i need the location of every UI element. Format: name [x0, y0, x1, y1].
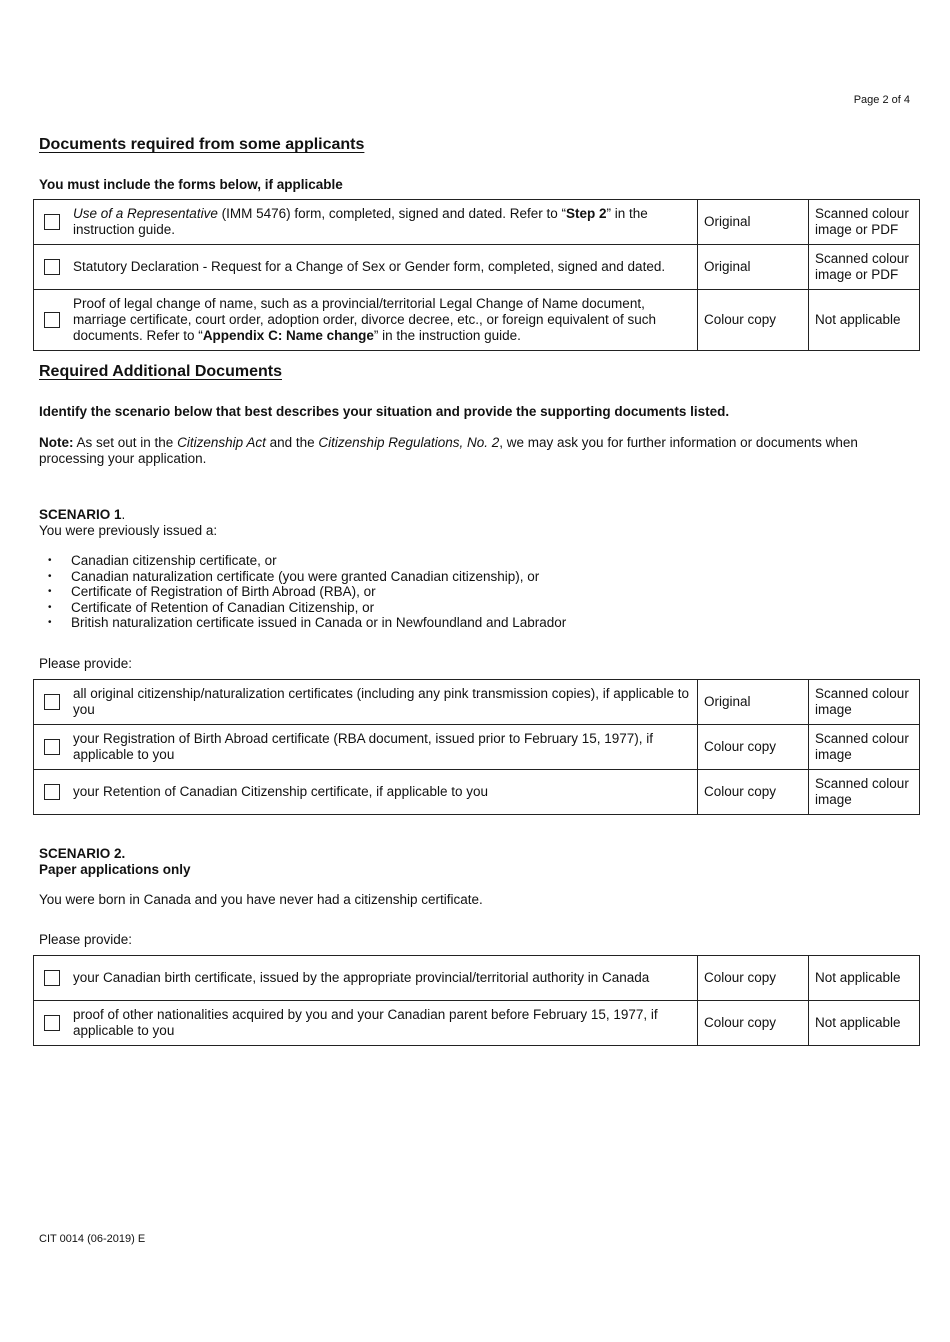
section-heading-additional-documents: Required Additional Documents — [39, 363, 282, 380]
row-form: Colour copy — [698, 956, 809, 1001]
row-format: Not applicable — [809, 956, 920, 1001]
forms-subheading: You must include the forms below, if applicable — [39, 177, 343, 192]
scenario-1-title: SCENARIO 1. — [39, 507, 126, 522]
row-format: Not applicable — [809, 1001, 920, 1046]
row-description: your Canadian birth certificate, issued by the appropriate provincial/territorial authority in Canada — [34, 956, 698, 1001]
scenario-1-intro: You were previously issued a: — [39, 523, 218, 538]
retention-certificate-checkbox[interactable] — [44, 784, 60, 800]
representative-form-checkbox[interactable] — [44, 214, 60, 230]
rba-certificate-checkbox[interactable] — [44, 739, 60, 755]
list-item: • Canadian naturalization certificate (you were granted Canadian citizenship), or — [39, 569, 566, 585]
row-format: Scanned colour image — [809, 725, 920, 770]
row-form: Original — [698, 200, 809, 245]
row-form: Original — [698, 680, 809, 725]
scenario-2-title: SCENARIO 2. — [39, 846, 126, 861]
form-code-footer: CIT 0014 (06-2019) E — [39, 1233, 146, 1245]
row-format: Scanned colour image or PDF — [809, 245, 920, 290]
row-form: Colour copy — [698, 290, 809, 351]
other-nationalities-checkbox[interactable] — [44, 1015, 60, 1031]
row-description: your Registration of Birth Abroad certificate (RBA document, issued prior to February 15, 1977), if applicable to you — [34, 725, 698, 770]
list-item: • Certificate of Registration of Birth Abroad (RBA), or — [39, 584, 566, 600]
table-row — [34, 245, 920, 290]
scenario-2-subtitle: Paper applications only — [39, 862, 191, 877]
list-item: • British naturalization certificate issued in Canada or in Newfoundland and Labrador — [39, 615, 566, 631]
row-description: Proof of legal change of name, such as a provincial/territorial Legal Change of Name document, marriage certificate, court order, adoption order, divorce decree, etc., or foreign equivalent of such documents. Refer to “Appendix C: Name change” in the instruction guide. — [34, 290, 698, 351]
table-row — [34, 680, 920, 725]
table-row — [34, 200, 920, 245]
note-paragraph: Note: As set out in the Citizenship Act and the Citizenship Regulations, No. 2, we may ask you for further information or documents when processing your application. — [39, 435, 858, 466]
identify-instruction: Identify the scenario below that best describes your situation and provide the supporting documents listed. — [39, 404, 730, 419]
scenario-2-intro: You were born in Canada and you have never had a citizenship certificate. — [39, 892, 483, 907]
scenario-2-please-provide: Please provide: — [39, 932, 133, 947]
row-format: Not applicable — [809, 290, 920, 351]
row-description: Use of a Representative (IMM 5476) form, completed, signed and dated. Refer to “Step 2” in the instruction guide. — [34, 200, 698, 245]
row-form: Colour copy — [698, 1001, 809, 1046]
row-format: Scanned colour image or PDF — [809, 200, 920, 245]
table-row — [34, 290, 920, 351]
row-description: all original citizenship/naturalization certificates (including any pink transmission copies), if applicable to you — [34, 680, 698, 725]
row-form: Original — [698, 245, 809, 290]
page-number: Page 2 of 4 — [853, 94, 910, 106]
original-certificates-checkbox[interactable] — [44, 694, 60, 710]
section-heading-some-applicants: Documents required from some applicants — [39, 136, 365, 153]
table-row — [34, 956, 920, 1001]
row-format: Scanned colour image — [809, 770, 920, 815]
table-row — [34, 1001, 920, 1046]
row-description: proof of other nationalities acquired by you and your Canadian parent before February 15, 1977, if applicable to you — [34, 1001, 698, 1046]
table-row — [34, 725, 920, 770]
forms-table — [33, 199, 920, 351]
row-form: Colour copy — [698, 770, 809, 815]
scenario-1-certificate-list — [39, 553, 566, 631]
scenario-1-table — [33, 679, 920, 815]
statutory-declaration-checkbox[interactable] — [44, 259, 60, 275]
row-form: Colour copy — [698, 725, 809, 770]
list-item: • Certificate of Retention of Canadian Citizenship, or — [39, 600, 566, 616]
list-item: • Canadian citizenship certificate, or — [39, 553, 566, 569]
scenario-1-please-provide: Please provide: — [39, 656, 133, 671]
row-description: your Retention of Canadian Citizenship certificate, if applicable to you — [34, 770, 698, 815]
scenario-2-table — [33, 955, 920, 1046]
birth-certificate-checkbox[interactable] — [44, 970, 60, 986]
table-row — [34, 770, 920, 815]
row-format: Scanned colour image — [809, 680, 920, 725]
row-description: Statutory Declaration - Request for a Change of Sex or Gender form, completed, signed and dated. — [34, 245, 698, 290]
name-change-proof-checkbox[interactable] — [44, 312, 60, 328]
